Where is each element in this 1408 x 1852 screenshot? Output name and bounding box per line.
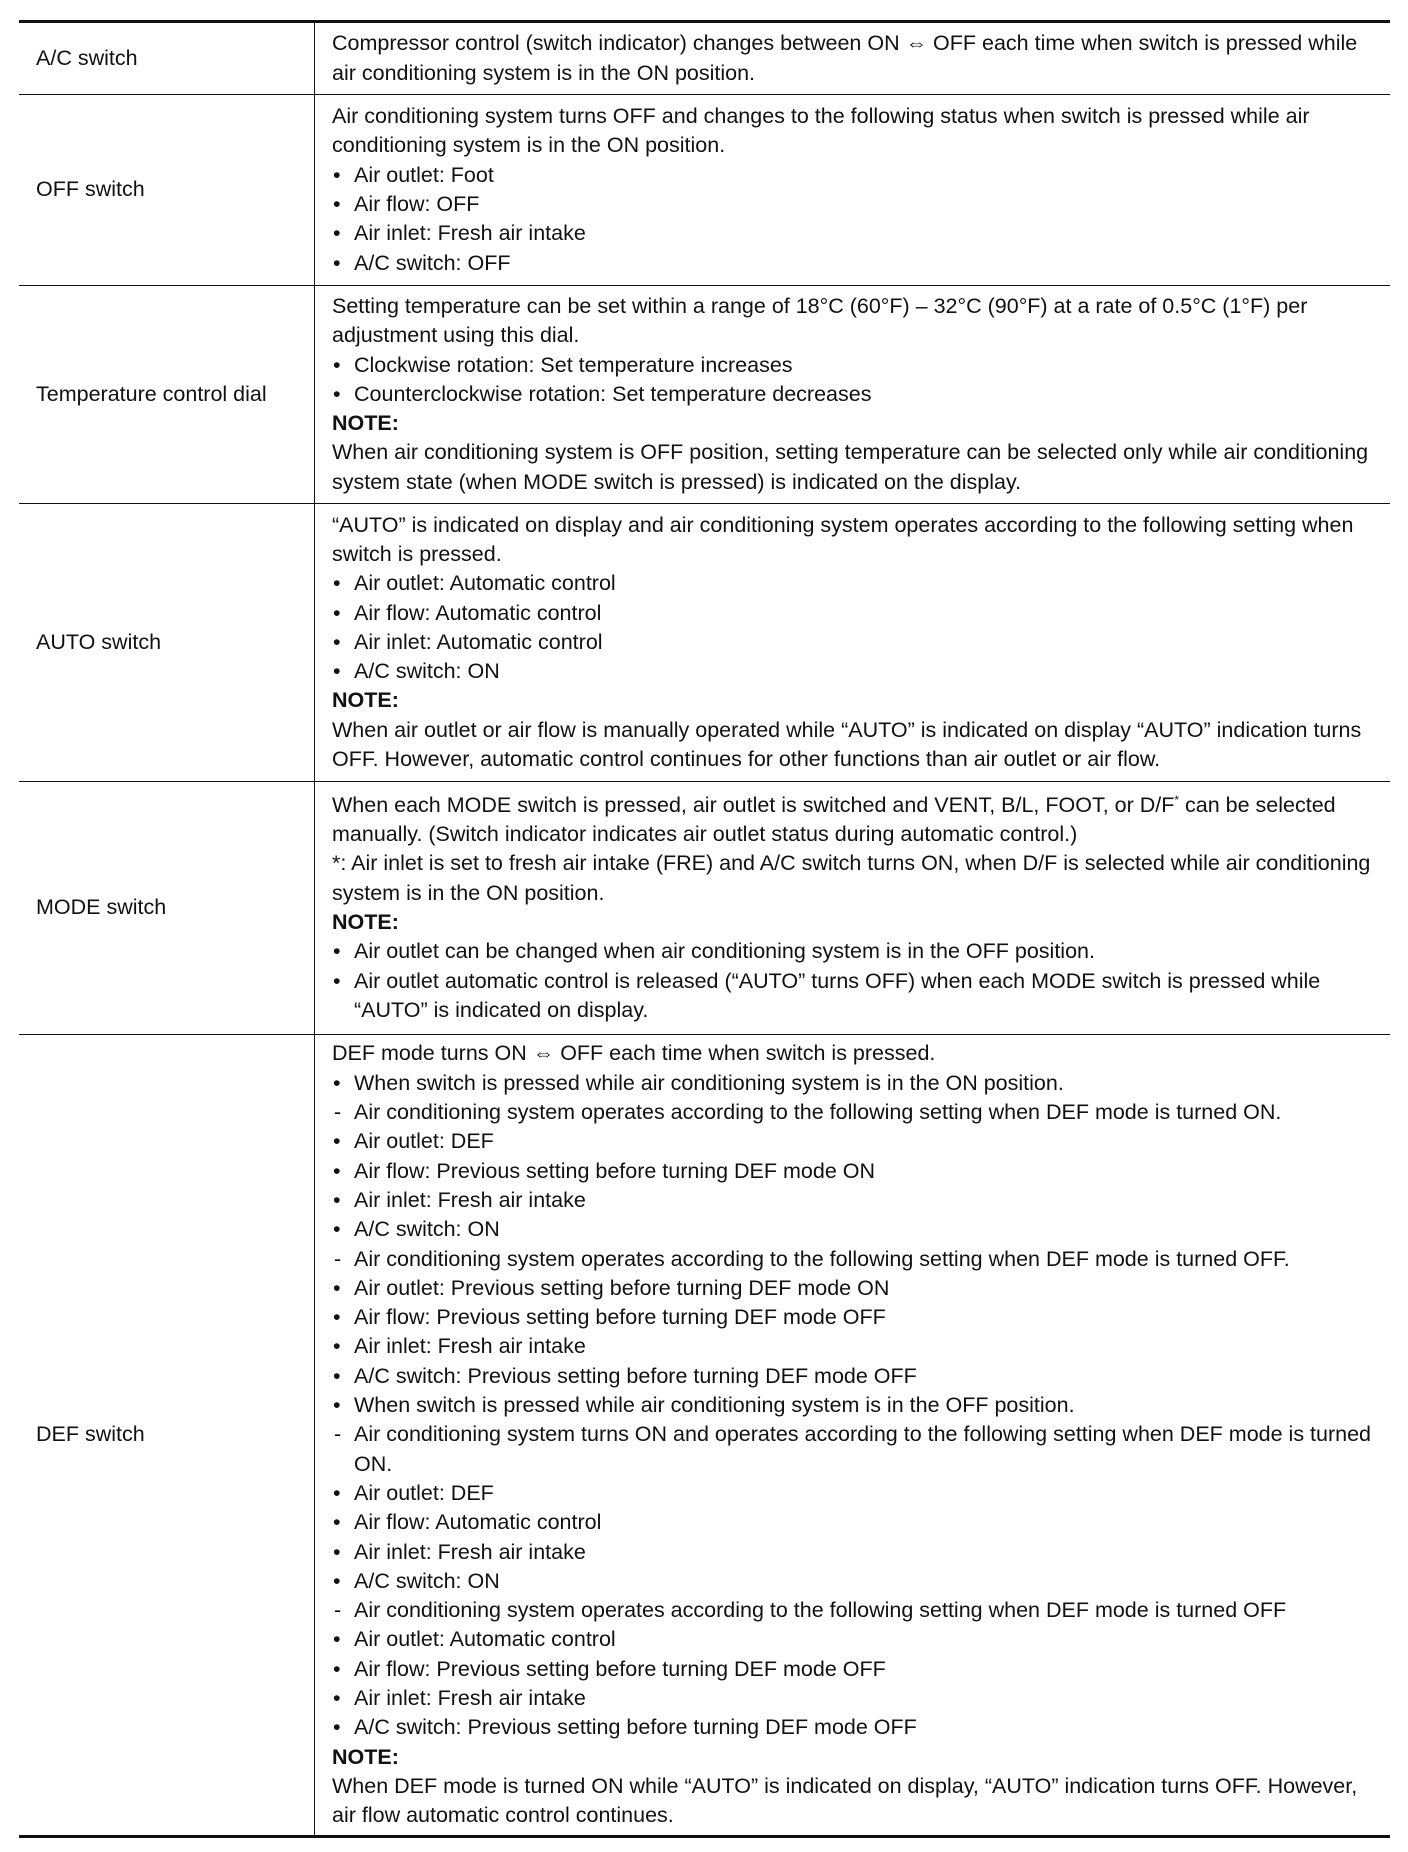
bullet-item: • Air flow: Automatic control [332, 1508, 1378, 1537]
paragraph: When DEF mode is turned ON while “AUTO” is indicated on display, “AUTO” indication turns OFF. However, air flow automatic control continues. [332, 1773, 1358, 1828]
bullet-item: • Air outlet: DEF [332, 1127, 1378, 1156]
bullet-item: • Air inlet: Fresh air intake [332, 219, 1378, 248]
paragraph: When air outlet or air flow is manually operated while “AUTO” is indicated on display “AUTO” indication turns OFF. However, automatic control continues for other functions than air outlet or air flow. [332, 717, 1362, 772]
row-label: MODE switch [19, 782, 315, 1035]
paragraph: Air conditioning system turns OFF and changes to the following status when switch is pressed while air conditioning system is in the ON position. [332, 104, 1310, 158]
note-heading: NOTE: [332, 688, 399, 713]
switch-function-table [19, 20, 1390, 1838]
bullet-item: • Air flow: Automatic control [332, 599, 1378, 628]
bullet-item: • A/C switch: Previous setting before turning DEF mode OFF [332, 1362, 1378, 1391]
dash-item: - Air conditioning system turns ON and operates according to the following setting when DEF mode is turned ON. [332, 1420, 1378, 1479]
bullet-item: • Air outlet can be changed when air conditioning system is in the OFF position. [332, 937, 1378, 966]
dash-item: - Air conditioning system operates according to the following setting when DEF mode is turned OFF. [332, 1245, 1378, 1274]
row-description [315, 22, 1391, 95]
bullet-item: • Air inlet: Fresh air intake [332, 1186, 1378, 1215]
bullet-item: • A/C switch: ON [332, 1215, 1378, 1244]
row-label: OFF switch [19, 95, 315, 286]
bullet-item: • Air outlet: Automatic control [332, 569, 1378, 598]
footnote-marker: * [1174, 792, 1180, 807]
row-label: DEF switch [19, 1035, 315, 1837]
bullet-item: • Air inlet: Fresh air intake [332, 1684, 1378, 1713]
table-row-off-switch [19, 95, 1390, 286]
bullet-item: • When switch is pressed while air conditioning system is in the OFF position. [332, 1391, 1378, 1420]
bullet-item: • Air flow: OFF [332, 190, 1378, 219]
paragraph [332, 791, 1378, 850]
paragraph-text: can be selected manually. (Switch indicator indicates air outlet status during automatic control.) [332, 792, 1336, 847]
bullet-item: • Air outlet: Automatic control [332, 1625, 1378, 1654]
row-label: AUTO switch [19, 504, 315, 782]
table-row-ac-switch [19, 22, 1390, 95]
row-label: A/C switch [19, 22, 315, 95]
row-label: Temperature control dial [19, 286, 315, 504]
bullet-item: • A/C switch: Previous setting before turning DEF mode OFF [332, 1713, 1378, 1742]
row-description [315, 782, 1391, 1035]
bullet-item: • Clockwise rotation: Set temperature increases [332, 351, 1378, 380]
bullet-item: • Air flow: Previous setting before turning DEF mode OFF [332, 1655, 1378, 1684]
row-description [315, 504, 1391, 782]
table-body [19, 22, 1390, 1837]
paragraph: *: Air inlet is set to fresh air intake (FRE) and A/C switch turns ON, when D/F is selected while air conditioning system is in the ON position. [332, 851, 1371, 905]
paragraph: DEF mode turns ON ⇔ OFF each time when switch is pressed. [332, 1041, 936, 1066]
bullet-item: • When switch is pressed while air conditioning system is in the ON position. [332, 1069, 1378, 1098]
dash-item: - Air conditioning system operates according to the following setting when DEF mode is turned ON. [332, 1098, 1378, 1127]
bullet-item: • Air outlet: Foot [332, 161, 1378, 190]
paragraph: “AUTO” is indicated on display and air conditioning system operates according to the following setting when switch is pressed. [332, 512, 1354, 566]
note-heading: NOTE: [332, 1744, 399, 1769]
bullet-item: • Air inlet: Fresh air intake [332, 1332, 1378, 1361]
bullet-item: • A/C switch: OFF [332, 249, 1378, 278]
bullet-item: • A/C switch: ON [332, 1567, 1378, 1596]
bullet-item: • Air outlet: Previous setting before turning DEF mode ON [332, 1274, 1378, 1303]
table-row-mode-switch [19, 782, 1390, 1035]
paragraph-text: When each MODE switch is pressed, air outlet is switched and VENT, B/L, FOOT, or D/F [332, 792, 1175, 817]
bullet-item: • A/C switch: ON [332, 657, 1378, 686]
table-row-def-switch [19, 1035, 1390, 1837]
bullet-item: • Air flow: Previous setting before turning DEF mode ON [332, 1157, 1378, 1186]
bullet-item: • Air inlet: Fresh air intake [332, 1538, 1378, 1567]
paragraph: Setting temperature can be set within a range of 18°C (60°F) – 32°C (90°F) at a rate of 0.5°C (1°F) per adjustment using this dial. [332, 293, 1308, 348]
note-heading: NOTE: [332, 910, 399, 934]
dash-item: - Air conditioning system operates according to the following setting when DEF mode is turned OFF [332, 1596, 1378, 1625]
row-description [315, 95, 1391, 286]
bullet-item: • Air outlet: DEF [332, 1479, 1378, 1508]
bullet-item: • Air outlet automatic control is released (“AUTO” turns OFF) when each MODE switch is pressed while “AUTO” is indicated on display. [332, 967, 1378, 1026]
row-description [315, 286, 1391, 504]
bullet-item: • Counterclockwise rotation: Set temperature decreases [332, 380, 1378, 409]
paragraph: Compressor control (switch indicator) changes between ON ⇔ OFF each time when switch is pressed while air conditioning system is in the ON position. [332, 31, 1358, 85]
paragraph: When air conditioning system is OFF position, setting temperature can be selected only while air conditioning system state (when MODE switch is pressed) is indicated on the display. [332, 440, 1369, 494]
table-row-temperature-control-dial [19, 286, 1390, 504]
note-heading: NOTE: [332, 411, 399, 436]
bullet-item: • Air flow: Previous setting before turning DEF mode OFF [332, 1303, 1378, 1332]
bullet-item: • Air inlet: Automatic control [332, 628, 1378, 657]
table-row-auto-switch [19, 504, 1390, 782]
row-description [315, 1035, 1391, 1837]
